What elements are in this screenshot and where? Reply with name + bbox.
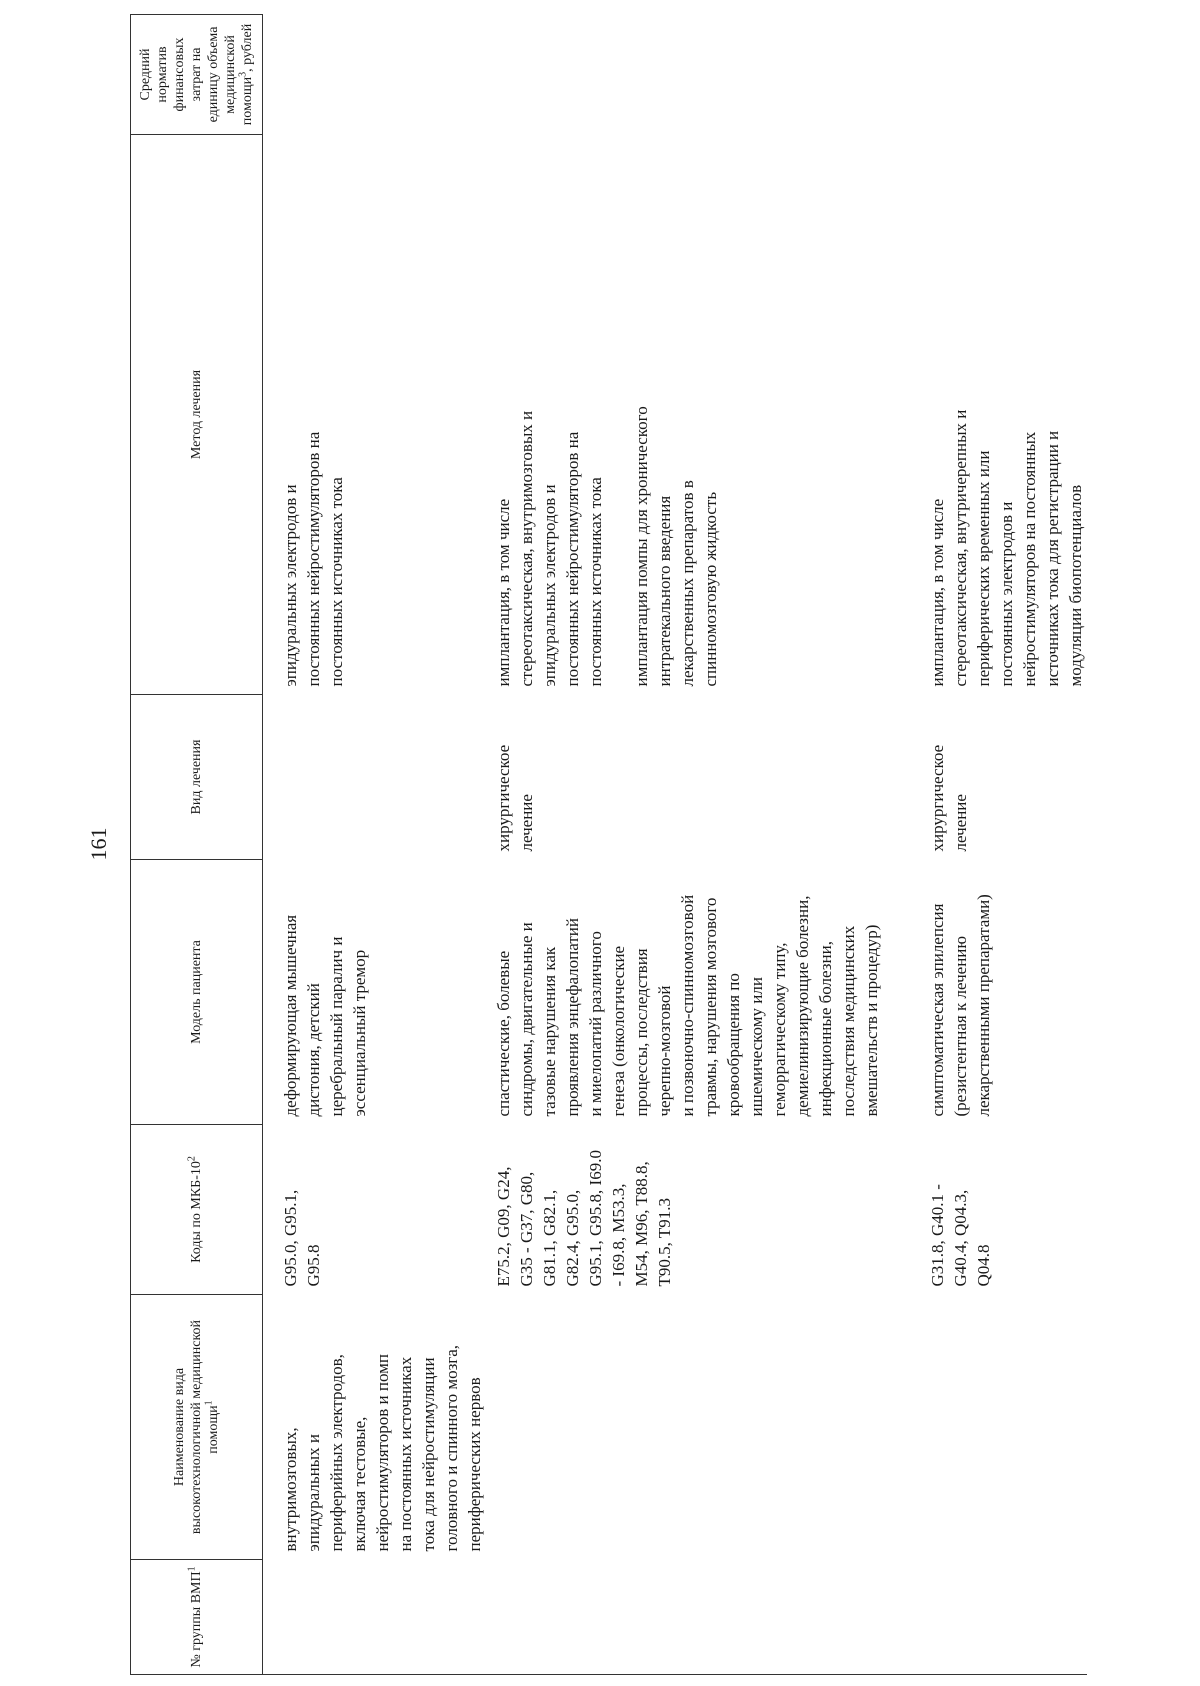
cell-codes: G31.8, G40.1 - G40.4, Q04.3, Q04.8	[928, 1184, 993, 1287]
cell-patient-model: деформирующая мышечная дистония, детский церебральный паралич и эссенциальный тремор	[281, 914, 369, 1117]
table-row	[920, 15, 1087, 1675]
table-row	[486, 15, 920, 1675]
cell-cost	[263, 15, 487, 135]
cell-treatment-type: хирургическое лечение	[928, 744, 970, 852]
cell-treatment-type: хирургическое лечение	[494, 744, 536, 852]
header-cost: Средний норматив финансовых затрат на единицу объема медицинской помощи$^3$, рублей	[131, 15, 263, 135]
cell-codes: E75.2, G09, G24, G35 - G37, G80, G81.1, G82.1, G82.4, G95.0, G95.1, G95.8, I69.0 - I69.8, M53.3, M54, M96, T88.8, T90.5, T91.3	[494, 1150, 674, 1287]
vmp-table	[130, 14, 1087, 1675]
header-codes: Коды по МКБ-$10^2$	[131, 1125, 263, 1295]
page-number: 161	[86, 827, 111, 861]
cell-method: имплантация, в том числе стереотаксическая, внутричерепных и периферических временных или постоянных электродов и нейростимуляторов на постоянных источниках тока для регистрации и модуляции биопотенциалов	[928, 409, 1085, 687]
cell-method: имплантация, в том числе стереотаксическая, внутримозговых и эпидуральных электродов и постоянных нейростимуляторов на постоянных источниках тока имплантация помпы для хронического интратекального введения лекарственных препаратов в спинномозговую жидкость	[494, 406, 720, 687]
header-treatment-type: Вид лечения	[131, 695, 263, 860]
cell-patient-model: спастические, болевые синдромы, двигательные и тазовые нарушения как проявления энцефалопатий и миелопатий различного генеза (онкологические процессы, последствия черепно-мозговой и позвоночно-спинномозговой травмы, нарушения мозгового кровообращения по ишемическому или геморрагическому типу, демиелинизирующие болезни, инфекционные болезни, последствия медицинских вмешательств и процедур)	[494, 894, 881, 1117]
cell-group	[486, 1560, 920, 1675]
cell-name	[920, 1295, 1087, 1560]
header-row	[131, 15, 263, 1675]
cell-codes: G95.0, G95.1, G95.8	[281, 1189, 323, 1287]
cell-method: эпидуральных электродов и постоянных нейростимуляторов на постоянных источниках тока	[281, 431, 346, 687]
cell-cost	[486, 15, 920, 135]
rotated-table-sheet	[130, 15, 1170, 1675]
cell-name	[486, 1295, 920, 1560]
table-row	[263, 15, 487, 1675]
header-method: Метод лечения	[131, 135, 263, 695]
header-patient-model: Модель пациента	[131, 860, 263, 1125]
cell-patient-model: симптоматическая эпилепсия (резистентная к лечению лекарственными препаратами)	[928, 894, 993, 1117]
cell-group	[263, 1560, 487, 1675]
cell-group	[920, 1560, 1087, 1675]
cell-cost	[920, 15, 1087, 135]
header-name: Наименование вида высокотехнологичной медицинской помощи$^1$	[131, 1295, 263, 1560]
cell-name: внутримозговых, эпидуральных и периферийных электродов, включая тестовые, нейростимуляторов и помп на постоянных источниках тока для нейростимуляции головного и спинного мозга, периферических нервов	[281, 1344, 484, 1552]
cell-treatment-type	[263, 695, 487, 860]
header-group: № группы ВМП$^1$	[131, 1560, 263, 1675]
